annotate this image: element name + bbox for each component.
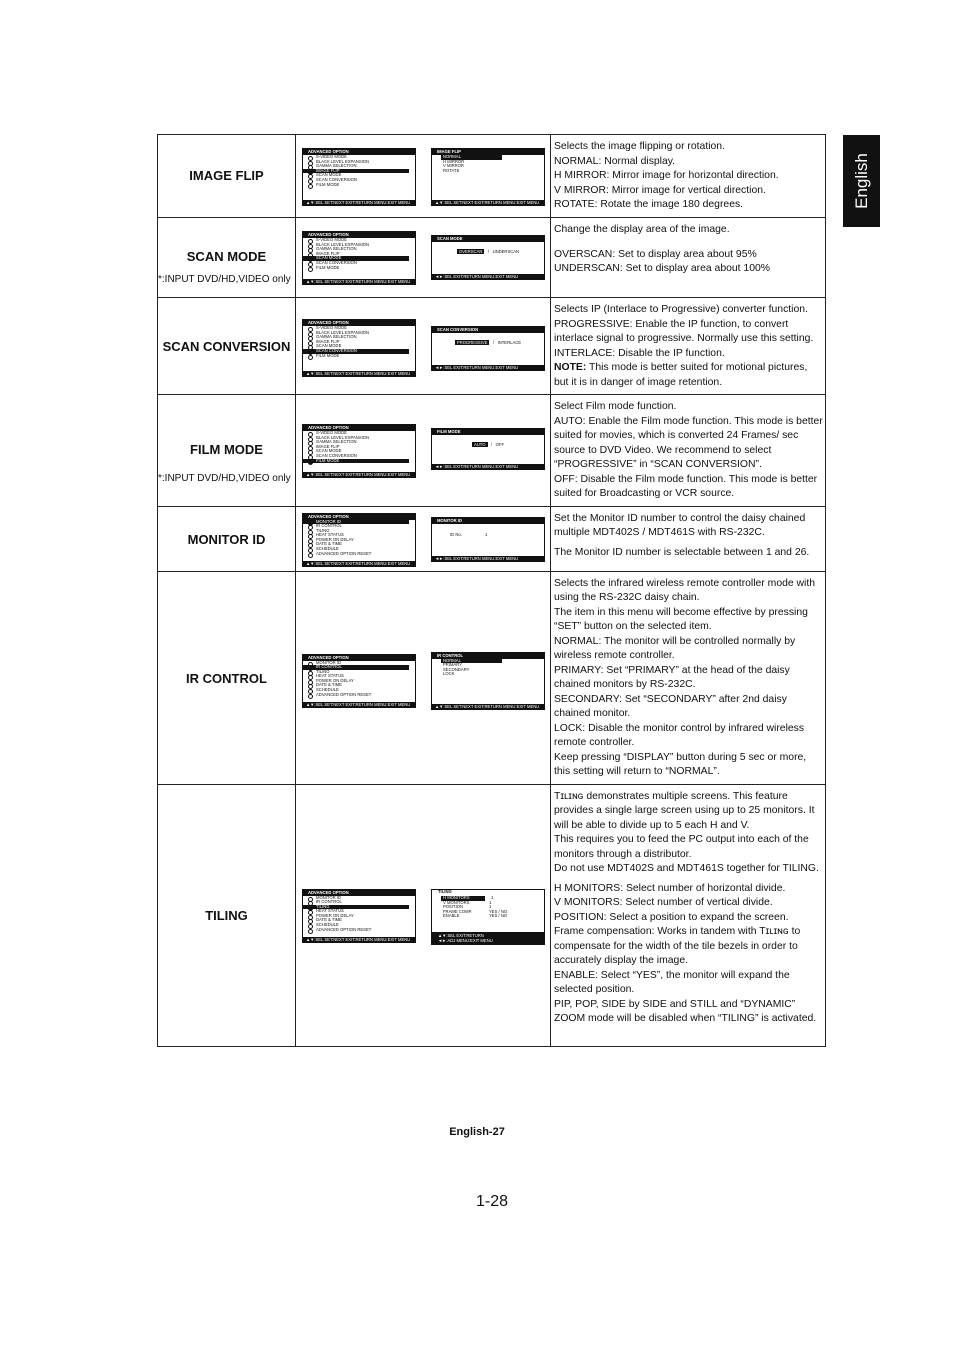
osd-item: SCAN MODE <box>303 344 415 349</box>
osd-item: SCAN CONVERSION <box>303 178 415 183</box>
osd-tiling <box>431 889 545 945</box>
description-line: ROTATE: Rotate the image 180 degrees. <box>554 199 744 210</box>
osd-footer: ▲▼:SEL SET:NEXT EXIT:RETURN MENU:EXIT MENU <box>432 200 544 205</box>
osd-tiling-rows <box>432 896 544 919</box>
osd-id-label: ID No. <box>450 531 462 537</box>
row-label-cell <box>158 571 296 784</box>
osd-title: TILING <box>438 888 452 894</box>
row-title: IMAGE FLIP <box>189 168 264 183</box>
osd-advanced-option <box>302 319 416 377</box>
osd-item: IMAGE FLIP <box>303 252 415 257</box>
osd-item: TILING <box>303 529 415 534</box>
osd-item: GAMMA SELECTION <box>303 335 415 340</box>
osd-item: POWER ON DELAY <box>303 679 415 684</box>
osd-footer: ◄►:SEL EXIT:RETURN MENU:EXIT MENU <box>432 464 544 469</box>
osd-option: H MIRROR <box>443 158 465 164</box>
description-note <box>554 361 823 390</box>
osd-choice: INTERLACE <box>497 340 522 345</box>
osd-item-selected: IMAGE FLIP <box>303 169 409 174</box>
description-line: Set the Monitor ID number to control the daisy chained multiple MDT402S / MDT461S with RS-232C. <box>554 512 806 538</box>
description-line: Frame compensation: Works in tandem with Tɪʟɪɴɢ to compensate for the width of the tile bezels in order to accurately display the image. <box>554 926 801 966</box>
osd-option: ROTATE <box>443 167 460 173</box>
osd-title: SCAN CONVERSION <box>432 327 544 333</box>
osd-item: DATE & TIME <box>303 683 415 688</box>
osd-tiling-key: FRAME COMP. <box>443 908 473 914</box>
row-note: *:INPUT DVD/HD,VIDEO only <box>158 473 291 484</box>
osd-footer: ▲▼:SEL SET:NEXT EXIT:RETURN MENU:EXIT MENU <box>303 472 415 477</box>
osd-item: S-VIDEO MODE <box>303 238 415 243</box>
osd-item: GAMMA SELECTION <box>303 164 415 169</box>
osd-item: POWER ON DELAY <box>303 538 415 543</box>
description-line: H MONITORS: Select number of horizontal divide. <box>554 882 786 894</box>
osd-tiling-value: 1 <box>491 895 494 901</box>
osd-tiling-row <box>432 914 544 919</box>
osd-item: IMAGE FLIP <box>303 340 415 345</box>
osd-item: BLACK LEVEL EXPANSION <box>303 243 415 248</box>
osd-tiling-value: 1 <box>489 899 492 905</box>
osd-choice: UNDERSCAN <box>492 249 520 254</box>
osd-item: SCHEDULE <box>303 547 415 552</box>
osd-title: IR CONTROL <box>432 653 544 659</box>
osd-choice-selected: AUTO <box>473 442 486 447</box>
osd-advanced-option <box>302 424 416 478</box>
note-label: NOTE: <box>554 362 587 373</box>
osd-item: SCHEDULE <box>303 688 415 693</box>
osd-item: GAMMA SELECTION <box>303 440 415 445</box>
description-line: PRIMARY: Set “PRIMARY” at the head of the daisy chained monitors by RS-232C. <box>554 664 790 690</box>
osd-footer-line: ▲▼:SEL EXIT:RETURN <box>438 932 484 938</box>
osd-choice-row: PROGRESSIVE / INTERLACE <box>456 340 522 345</box>
description-line: LOCK: Disable the monitor control by infrared wireless remote controller. <box>554 722 805 748</box>
osd-tiling-value: YES / NO <box>489 908 508 914</box>
osd-scan-mode <box>431 235 545 280</box>
osd-item-selected: MONITOR ID <box>303 520 409 525</box>
osd-title: SCAN MODE <box>432 236 544 242</box>
row-label-cell <box>158 218 296 298</box>
row-film-mode <box>158 395 826 507</box>
osd-item: TILING <box>303 670 415 675</box>
osd-title: ADVANCED OPTION <box>303 514 415 520</box>
osd-title: IMAGE FLIP <box>432 149 544 155</box>
description-line: Change the display area of the image. <box>554 224 730 235</box>
osd-item: SCAN MODE <box>303 449 415 454</box>
osd-tiling-key: V MONITORS <box>443 899 470 905</box>
description-line: POSITION: Select a position to expand the screen. <box>554 911 789 923</box>
osd-item: HEAT STATUS <box>303 533 415 538</box>
row-label-cell <box>158 506 296 571</box>
row-tiling <box>158 784 826 1046</box>
osd-item: GAMMA SELECTION <box>303 247 415 252</box>
osd-item: IR CONTROL <box>303 524 415 529</box>
osd-cell <box>296 135 551 218</box>
description-cell <box>551 135 826 218</box>
osd-title: ADVANCED OPTION <box>303 232 415 238</box>
row-title: FILM MODE <box>190 442 263 457</box>
osd-id-value: 1 <box>485 531 488 537</box>
osd-title: FILM MODE <box>432 429 544 435</box>
description-cell <box>551 506 826 571</box>
osd-choice-row: AUTO / OFF <box>473 442 505 447</box>
osd-footer <box>432 932 544 944</box>
description-line: PIP, POP, SIDE by SIDE and STILL and “DYNAMIC” ZOOM mode will be disabled when “TILING” is activated. <box>554 998 817 1024</box>
osd-item: ADVANCED OPTION RESET <box>303 552 415 557</box>
osd-choice-row: OVERSCAN / UNDERSCAN <box>458 249 520 254</box>
osd-item-selected: IR CONTROL <box>303 665 409 670</box>
osd-item: HEAT STATUS <box>303 909 415 914</box>
osd-choice: OFF <box>495 442 505 447</box>
osd-ir-control <box>431 652 545 710</box>
description-line: NORMAL: The monitor will be controlled normally by wireless remote controller. <box>554 635 796 661</box>
osd-footer: ▲▼:SEL SET:NEXT EXIT:RETURN MENU:EXIT MENU <box>303 371 415 376</box>
row-note: *:INPUT DVD/HD,VIDEO only <box>158 274 291 285</box>
row-monitor-id <box>158 506 826 571</box>
description-cell <box>551 571 826 784</box>
row-title: SCAN CONVERSION <box>162 339 291 354</box>
description-line: Keep pressing “DISPLAY” button during 5 sec or more, this setting will return to “NORMAL”. <box>554 751 807 777</box>
description-cell <box>551 784 826 1046</box>
description-line: OVERSCAN: Set to display area about 95% <box>554 248 757 260</box>
osd-choice-selected: OVERSCAN <box>458 249 483 254</box>
description-line: Selects IP (Interlace to Progressive) converter function. <box>554 304 808 315</box>
description-line: V MONITORS: Select number of vertical divide. <box>554 897 773 908</box>
row-scan-conversion <box>158 298 826 395</box>
description-line: V MIRROR: Mirror image for vertical direction. <box>554 184 766 196</box>
page-number: 1-28 <box>476 1193 509 1210</box>
description-line: UNDERSCAN: Set to display area about 100% <box>554 263 771 274</box>
osd-title: ADVANCED OPTION <box>303 149 415 155</box>
osd-tiling-value: YES / NO <box>489 913 508 919</box>
osd-image-flip <box>431 148 545 206</box>
osd-item: S-VIDEO MODE <box>303 431 415 436</box>
row-label-cell <box>158 784 296 1046</box>
osd-footer-line: ◄►:ADJ MENU:EXIT MENU <box>438 937 493 943</box>
osd-option: V MIRROR <box>443 163 464 169</box>
osd-cell <box>296 298 551 395</box>
description-line: PROGRESSIVE: Enable the IP function, to convert interlace signal to progressive. Normally use this setting. <box>554 318 814 344</box>
osd-item-selected: FILM MODE <box>303 459 409 464</box>
osd-item: FILM MODE <box>303 354 415 359</box>
description-line: The item in this menu will become effective by pressing “SET” button on the selected item. <box>554 606 808 632</box>
osd-item-selected: SCAN CONVERSION <box>303 349 409 354</box>
osd-item: ADVANCED OPTION RESET <box>303 928 415 933</box>
description-line: The Monitor ID number is selectable between 1 and 26. <box>554 546 810 558</box>
osd-item: IMAGE FLIP <box>303 445 415 450</box>
row-image-flip <box>158 135 826 218</box>
osd-item: DATE & TIME <box>303 918 415 923</box>
osd-title: ADVANCED OPTION <box>303 425 415 431</box>
osd-item: SCAN MODE <box>303 173 415 178</box>
osd-item: S-VIDEO MODE <box>303 326 415 331</box>
description-line: Tɪʟɪɴɢ demonstrates multiple screens. This feature provides a single large screen using up to 25 monitors. It will be able to divide up to 5 each H and V. <box>554 790 815 831</box>
osd-footer: ▲▼:SEL SET:NEXT EXIT:RETURN MENU:EXIT MENU <box>432 704 544 709</box>
description-line: Do not use MDT402S and MDT461S together for TILING. <box>554 863 819 874</box>
osd-item: BLACK LEVEL EXPANSION <box>303 436 415 441</box>
description-line: Select Film mode function. <box>554 401 677 412</box>
osd-footer: ▲▼:SEL SET:NEXT EXIT:RETURN MENU:EXIT MENU <box>303 937 415 942</box>
description-line: Selects the image flipping or rotation. <box>554 141 725 152</box>
description-line: NORMAL: Normal display. <box>554 155 676 167</box>
osd-tiling-key: ENABLE <box>443 913 460 919</box>
osd-option-selected: NORMAL <box>441 659 502 664</box>
osd-cell <box>296 571 551 784</box>
osd-cell <box>296 506 551 571</box>
osd-advanced-option <box>302 148 416 206</box>
osd-footer: ▲▼:SEL SET:NEXT EXIT:RETURN MENU:EXIT MENU <box>303 702 415 707</box>
osd-cell <box>296 395 551 507</box>
osd-item: HEAT STATUS <box>303 674 415 679</box>
osd-id-row <box>432 533 544 538</box>
language-tab <box>843 135 880 227</box>
osd-item: S-VIDEO MODE <box>303 155 415 160</box>
osd-cell <box>296 218 551 298</box>
osd-advanced-option <box>302 231 416 285</box>
osd-item: ADVANCED OPTION RESET <box>303 693 415 698</box>
osd-footer: ▲▼:SEL SET:NEXT EXIT:RETURN MENU:EXIT MENU <box>303 561 415 566</box>
description-line: INTERLACE: Disable the IP function. <box>554 347 725 359</box>
language-tab-label: English <box>851 153 871 209</box>
osd-item: BLACK LEVEL EXPANSION <box>303 331 415 336</box>
osd-item: FILM MODE <box>303 183 415 188</box>
osd-title: ADVANCED OPTION <box>303 655 415 661</box>
osd-item: SCHEDULE <box>303 923 415 928</box>
osd-choice-selected: PROGRESSIVE <box>456 340 488 345</box>
row-title: MONITOR ID <box>187 531 266 547</box>
description-line: AUTO: Enable the Film mode function. This mode is better suited for movies, which is converted 24 Frames/ sec source to DVD Video. We recommend to select “PROGRESSIVE” in “SCAN CONVERSION”. <box>554 415 823 470</box>
osd-title: MONITOR ID <box>432 518 544 524</box>
osd-footer: ◄►:SEL EXIT:RETURN MENU:EXIT MENU <box>432 365 544 370</box>
osd-footer: ◄►:SEL EXIT:RETURN MENU:EXIT MENU <box>432 556 544 561</box>
osd-item: FILM MODE <box>303 266 415 271</box>
osd-item: MONITOR ID <box>303 661 415 666</box>
osd-item-selected: SCAN MODE <box>303 256 409 261</box>
osd-tiling-key-selected: H MONITORS <box>441 896 485 901</box>
osd-option-selected: NORMAL <box>441 155 502 160</box>
description-cell <box>551 298 826 395</box>
description-cell <box>551 395 826 507</box>
osd-scan-conversion <box>431 326 545 371</box>
osd-footer: ▲▼:SEL SET:NEXT EXIT:RETURN MENU:EXIT MENU <box>303 200 415 205</box>
osd-item: SCAN CONVERSION <box>303 454 415 459</box>
row-label-cell <box>158 298 296 395</box>
row-scan-mode <box>158 218 826 298</box>
description-line: Selects the infrared wireless remote controller mode with using the RS-232C daisy chain. <box>554 577 816 603</box>
osd-film-mode <box>431 428 545 470</box>
osd-advanced-option <box>302 889 416 943</box>
osd-title: ADVANCED OPTION <box>303 890 415 896</box>
row-title: TILING <box>205 907 248 923</box>
osd-footer: ◄►:SEL EXIT:RETURN MENU:EXIT MENU <box>432 274 544 279</box>
note-text: This mode is better suited for motional pictures, but it is in danger of image retention. <box>554 362 808 388</box>
osd-tiling-key: POSITION <box>443 904 464 910</box>
row-title: SCAN MODE <box>186 249 267 264</box>
osd-title: ADVANCED OPTION <box>303 320 415 326</box>
osd-tiling-value: 1 <box>489 904 492 910</box>
osd-item: DATE & TIME <box>303 542 415 547</box>
osd-item: MONITOR ID <box>303 896 415 901</box>
osd-option: PRIMARY <box>443 662 463 668</box>
osd-option: SECONDARY <box>443 666 470 672</box>
osd-cell <box>296 784 551 1046</box>
osd-advanced-option <box>302 654 416 708</box>
osd-item: IR CONTROL <box>303 900 415 905</box>
description-cell <box>551 218 826 298</box>
osd-item: POWER ON DELAY <box>303 914 415 919</box>
osd-advanced-option <box>302 513 416 567</box>
description-line: This requires you to feed the PC output into each of the monitors through a distributor. <box>554 834 809 860</box>
row-label-cell <box>158 395 296 507</box>
settings-table <box>157 134 826 1047</box>
footer-label: English-27 <box>449 1126 505 1138</box>
osd-item: SCAN CONVERSION <box>303 261 415 266</box>
osd-item: BLACK LEVEL EXPANSION <box>303 160 415 165</box>
osd-item-selected: TILING <box>303 905 409 910</box>
description-line: OFF: Disable the Film mode function. This mode is better suited for Broadcasting or VCR source. <box>554 473 818 499</box>
row-label-cell <box>158 135 296 218</box>
osd-monitor-id <box>431 517 545 562</box>
description-line: SECONDARY: Set “SECONDARY” after 2nd daisy chained monitor. <box>554 693 787 719</box>
osd-footer: ▲▼:SEL SET:NEXT EXIT:RETURN MENU:EXIT MENU <box>303 279 415 284</box>
description-line: H MIRROR: Mirror image for horizontal direction. <box>554 170 779 181</box>
osd-option: LOCK <box>443 671 455 677</box>
description-line: ENABLE: Select “YES”, the monitor will expand the selected position. <box>554 969 790 995</box>
row-ir-control <box>158 571 826 784</box>
row-title: IR CONTROL <box>186 670 267 686</box>
